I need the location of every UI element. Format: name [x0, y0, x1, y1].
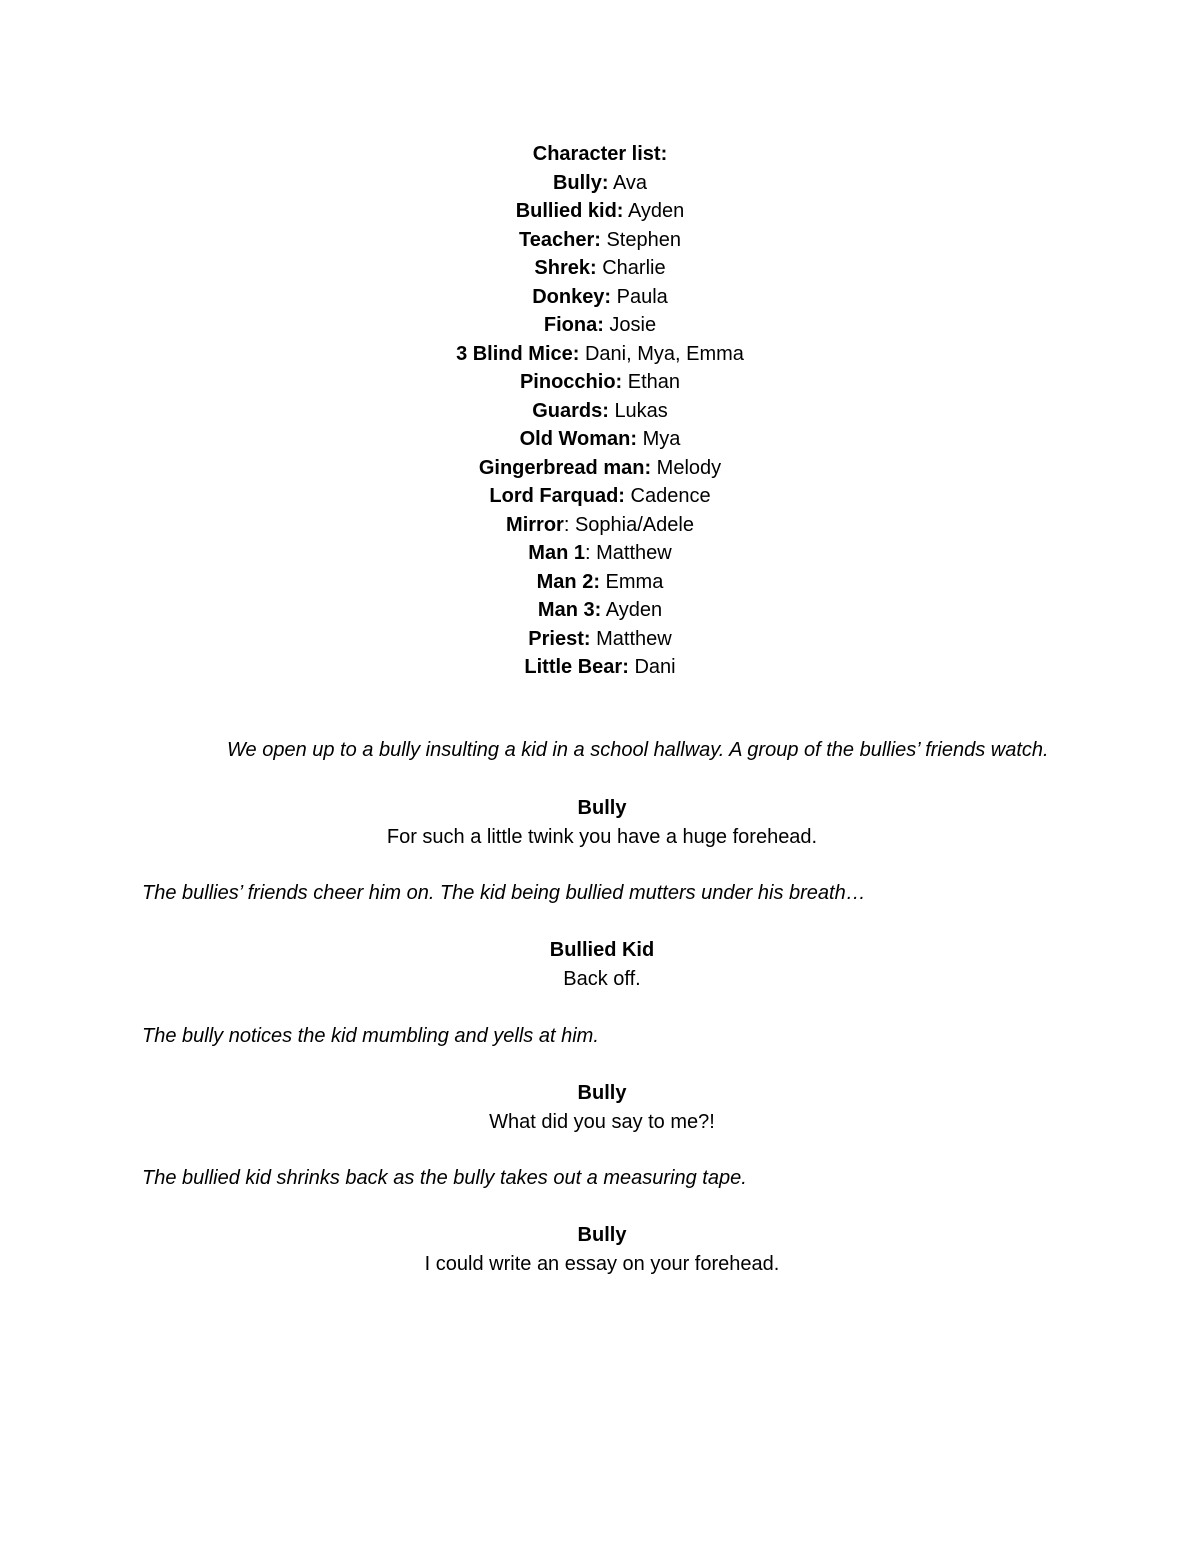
cast-entry [0, 197, 1200, 226]
stage-direction: We open up to a bully insulting a kid in a school hallway. A group of the bullies’ friends watch. [227, 739, 1049, 761]
cast-actor: Josie [609, 314, 657, 336]
cast-entry [0, 653, 1200, 682]
cast-role: Shrek: [534, 257, 597, 279]
cast-actor: Stephen [606, 228, 681, 251]
dialogue-line: What did you say to me?! [489, 1110, 715, 1133]
character-list [0, 140, 1200, 682]
cast-role: Man 1 [528, 542, 585, 564]
cast-actor: Dani [634, 656, 676, 678]
cast-entry [0, 397, 1200, 426]
cast-separator: : [563, 513, 575, 536]
cast-entry [0, 340, 1200, 369]
cast-actor: Lukas [614, 399, 668, 422]
cast-role: Man 2: [536, 570, 600, 593]
cast-actor: Cadence [630, 485, 711, 507]
stage-direction: The bullies’ friends cheer him on. The kid being bullied mutters under his breath… [142, 882, 866, 904]
cast-entry [0, 511, 1200, 540]
cast-entry [0, 283, 1200, 312]
cast-actor: Mya [642, 428, 681, 450]
cast-role: Teacher: [519, 228, 601, 251]
cast-entry [0, 226, 1200, 255]
cast-entry [0, 368, 1200, 397]
cast-actor: Ethan [627, 371, 681, 393]
cast-entry [0, 169, 1200, 198]
spacer [142, 993, 1062, 1022]
cast-entry [0, 625, 1200, 654]
cast-role: Little Bear: [524, 656, 629, 678]
cast-separator: : [584, 542, 597, 564]
cast-role: Mirror [506, 513, 564, 536]
speaker-name: Bully [577, 797, 627, 819]
character-list-heading: Character list: [532, 143, 668, 165]
cast-role: Bully: [552, 171, 609, 194]
cast-entry [0, 425, 1200, 454]
cast-role: Old Woman: [519, 428, 638, 450]
cast-actor: Matthew [596, 542, 672, 564]
spacer [142, 1051, 1062, 1079]
spacer [142, 1136, 1062, 1164]
dialogue-line: Back off. [563, 967, 641, 990]
cast-entry [0, 596, 1200, 625]
cast-actor: Sophia/Adele [574, 513, 694, 536]
cast-actor: Ayden [627, 200, 685, 222]
cast-actor: Emma [605, 570, 664, 593]
speaker-name: Bullied Kid [549, 939, 655, 961]
dialogue-block [142, 794, 1062, 851]
cast-actor: Matthew [596, 627, 672, 650]
cast-entry [0, 568, 1200, 597]
cast-entry [0, 254, 1200, 283]
cast-role: Man 3: [537, 599, 602, 621]
dialogue-block [142, 936, 1062, 993]
stage-direction: The bullied kid shrinks back as the bully takes out a measuring tape. [142, 1167, 747, 1189]
speaker-name: Bully [577, 1082, 627, 1104]
cast-entry [0, 539, 1200, 568]
cast-role: Priest: [528, 627, 591, 650]
cast-role: 3 Blind Mice: [456, 342, 580, 365]
cast-role: Donkey: [532, 285, 612, 308]
dialogue-block [142, 1079, 1062, 1136]
spacer [142, 1193, 1062, 1221]
spacer [142, 765, 1062, 794]
cast-actor: Ayden [605, 599, 663, 621]
cast-role: Pinocchio: [519, 371, 623, 393]
cast-role: Gingerbread man: [478, 456, 652, 479]
dialogue-block [142, 1221, 1062, 1278]
cast-role: Fiona: [543, 314, 604, 336]
speaker-name: Bully [577, 1224, 627, 1246]
cast-role: Guards: [532, 399, 609, 422]
cast-entry [0, 311, 1200, 340]
dialogue-line: I could write an essay on your forehead. [424, 1252, 780, 1275]
cast-entry [0, 454, 1200, 483]
cast-actor: Dani, Mya, Emma [584, 342, 744, 365]
script-body [142, 736, 1062, 1278]
dialogue-line: For such a little twink you have a huge forehead. [386, 825, 818, 848]
cast-actor: Ava [612, 171, 648, 194]
spacer [142, 908, 1062, 936]
cast-actor: Melody [656, 456, 722, 479]
cast-entry [0, 482, 1200, 511]
spacer [142, 851, 1062, 879]
cast-role: Lord Farquad: [489, 485, 625, 507]
cast-role: Bullied kid: [515, 200, 624, 222]
cast-actor: Paula [616, 285, 668, 308]
cast-actor: Charlie [602, 257, 666, 279]
stage-direction: The bully notices the kid mumbling and yells at him. [142, 1025, 599, 1047]
